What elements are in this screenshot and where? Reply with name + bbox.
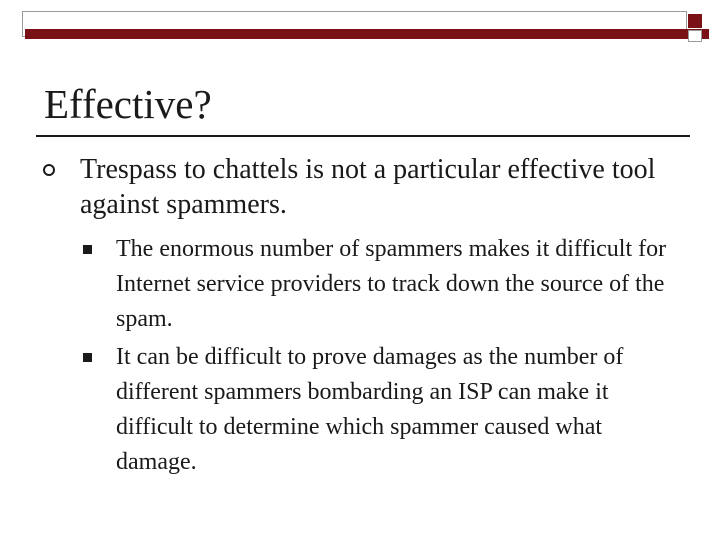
slide-title: Effective? [44, 81, 212, 127]
title-divider [36, 135, 690, 137]
square-bullet-icon [83, 353, 92, 362]
bullet-text: Trespass to chattels is not a particular effective tool against spammers. [80, 154, 656, 220]
square-bullet-icon [83, 245, 92, 254]
corner-square-filled [688, 14, 702, 28]
corner-square-outline [688, 30, 702, 42]
header-band-fill [25, 29, 709, 39]
hollow-circle-bullet-icon [43, 164, 55, 176]
sub-bullet-text: It can be difficult to prove damages as the number of different spammers bombarding an ISP can make it difficult to determine which spammer caused what damage. [116, 344, 624, 475]
sub-bullet-text: The enormous number of spammers makes it difficult for Internet service providers to track down the source of the spam. [116, 236, 667, 332]
